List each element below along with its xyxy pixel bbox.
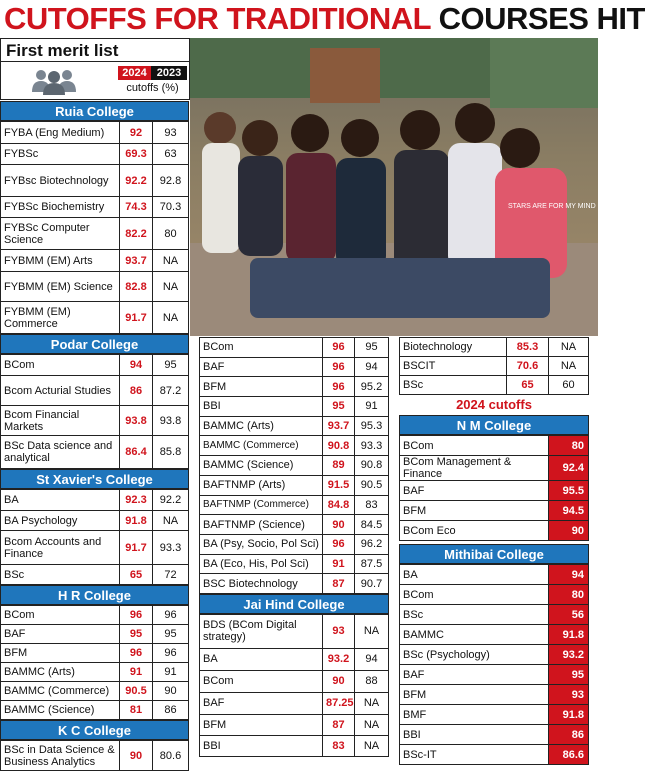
course-name: BSc [1,565,120,585]
mithibai-college-header: Mithibai College [399,544,589,564]
course-name: BCom Management & Finance [400,456,549,481]
table-row [1,663,189,682]
course-name: BAMMC (Commerce) [200,436,323,456]
cutoff-2024: 74.3 [120,197,153,218]
cutoff-2023: 88 [355,670,389,692]
course-name: FYBMM (EM) Science [1,272,120,302]
cutoff-2023: 93.3 [153,531,189,565]
cutoff-2023: 92.8 [153,165,189,197]
cutoff-2024: 92 [120,122,153,144]
cutoff-2024: 70.6 [507,357,549,376]
course-name: BA (Eco, His, Pol Sci) [200,554,323,574]
nm-college-header: N M College [399,415,589,435]
ruia-table [0,121,189,334]
cutoff-2023: 72 [153,565,189,585]
table-row [200,377,389,397]
legend-box [0,38,190,100]
right-top-table [399,337,589,395]
course-name: BSC Biotechnology [200,574,323,594]
cutoff-2024: 95 [549,665,589,685]
cutoff-2023: 90.7 [355,574,389,594]
course-name: BCom Eco [400,521,549,541]
cutoff-2024: 93 [323,614,355,648]
cutoff-2023: 80.6 [153,741,189,771]
table-row [400,645,589,665]
table-row [1,376,189,406]
tshirt-text: STARS ARE FOR MY MIND [508,203,596,210]
table-row [200,614,389,648]
cutoff-2023: 86 [153,701,189,720]
course-name: BAMMC (Commerce) [1,682,120,701]
nm-table [399,435,589,541]
cutoff-2023: NA [355,714,389,735]
table-row [400,338,589,357]
cutoff-2024: 93.7 [120,250,153,272]
cutoff-2023: 90 [153,682,189,701]
table-row [200,534,389,554]
year-2023-badge: 2023 [151,66,187,80]
table-row [1,682,189,701]
cutoff-2024: 96 [323,357,355,377]
table-row [1,565,189,585]
course-name: FYBSc [1,144,120,165]
cutoff-2024: 93.8 [120,406,153,436]
cutoff-2023: 96.2 [355,534,389,554]
cutoff-2024: 83 [323,735,355,756]
table-row [200,436,389,456]
course-name: Bcom Accounts and Finance [1,531,120,565]
cutoff-2024: 90.5 [120,682,153,701]
cutoff-2024: 91.8 [549,705,589,725]
cutoff-2023: NA [549,338,589,357]
cutoff-2023: 84.5 [355,515,389,535]
table-row [1,250,189,272]
course-name: BCom [1,606,120,625]
cutoff-2024: 82.8 [120,272,153,302]
table-row [400,357,589,376]
cutoff-2024: 91.7 [120,531,153,565]
cutoff-2024: 94 [120,355,153,376]
middle-column [199,337,389,757]
ruia-college-header: Ruia College [0,101,189,121]
table-row [1,701,189,720]
legend-row [0,62,190,100]
cutoff-2023: 94 [355,357,389,377]
cutoff-2024: 86.6 [549,745,589,765]
cutoff-2023: 95.3 [355,416,389,436]
unit-label: cutoffs (%) [126,82,179,94]
course-name: FYBMM (EM) Commerce [1,302,120,334]
course-name: FYBA (Eng Medium) [1,122,120,144]
course-name: BAMMC (Arts) [1,663,120,682]
cutoff-2024: 87 [323,574,355,594]
cutoff-2023: NA [355,614,389,648]
course-name: BCom [400,436,549,456]
cutoff-2023: 91 [153,663,189,682]
table-row [1,197,189,218]
course-name: BAMMC (Science) [200,456,323,476]
table-row [400,665,589,685]
table-row [200,357,389,377]
cutoff-2024: 89 [323,456,355,476]
cutoff-2024: 96 [323,338,355,358]
cutoff-2023: 87.2 [153,376,189,406]
course-name: FYBsc Biotechnology [1,165,120,197]
course-name: BFM [1,644,120,663]
cutoff-2024: 90 [323,515,355,535]
course-name: BA [400,565,549,585]
table-row [1,531,189,565]
table-row [400,705,589,725]
table-row [1,606,189,625]
table-row [200,554,389,574]
kc-college-header: K C College [0,720,189,740]
cutoff-2023: 92.2 [153,490,189,511]
cutoff-2024: 82.2 [120,218,153,250]
cutoff-2024: 87.25 [323,692,355,714]
course-name: BAF [400,481,549,501]
table-row [200,692,389,714]
cutoff-2024: 85.3 [507,338,549,357]
cutoff-2023: 60 [549,376,589,395]
table-row [1,644,189,663]
cutoff-2024: 91.8 [120,511,153,531]
cutoff-2024: 92.4 [549,456,589,481]
cutoff-2023: 87.5 [355,554,389,574]
course-name: Bcom Financial Markets [1,406,120,436]
cutoff-2024: 69.3 [120,144,153,165]
cutoff-2024: 93.2 [323,648,355,670]
table-row [200,397,389,417]
cutoff-2024: 65 [507,376,549,395]
cutoff-2024: 56 [549,605,589,625]
cutoff-2024: 80 [549,436,589,456]
course-name: BBI [200,397,323,417]
cutoff-2024: 91.7 [120,302,153,334]
course-name: BCom [1,355,120,376]
headline [4,2,645,36]
course-name: Bcom Acturial Studies [1,376,120,406]
course-name: BA [200,648,323,670]
course-name: BAFTNMP (Arts) [200,475,323,495]
table-row [400,745,589,765]
table-row [400,376,589,395]
table-row [1,355,189,376]
table-row [1,406,189,436]
cutoff-2024: 91 [120,663,153,682]
cutoff-2023: 91 [355,397,389,417]
table-row [200,495,389,515]
hr-table [0,605,189,720]
cutoff-2024: 86 [549,725,589,745]
table-row [200,416,389,436]
cutoff-2024: 95 [120,625,153,644]
course-name: BSc-IT [400,745,549,765]
course-name: BAFTNMP (Science) [200,515,323,535]
cutoff-2023: NA [153,511,189,531]
cutoff-2024: 94 [549,565,589,585]
cutoff-2024: 81 [120,701,153,720]
cutoff-2023: 95 [153,625,189,644]
course-name: BAMMC (Arts) [200,416,323,436]
course-name: BFM [400,685,549,705]
cutoff-2023: 94 [355,648,389,670]
course-name: BCom [400,585,549,605]
xaviers-college-header: St Xavier's College [0,469,189,489]
table-row [1,511,189,531]
cutoff-2024: 95 [323,397,355,417]
table-row [400,725,589,745]
table-row [200,338,389,358]
cutoff-2024: 86 [120,376,153,406]
middle-table [199,337,389,594]
cutoff-2024: 91.8 [549,625,589,645]
cutoff-2024: 91 [323,554,355,574]
cutoff-2023: 85.8 [153,436,189,469]
table-row [200,574,389,594]
cutoff-2023: 90.8 [355,456,389,476]
table-row [400,501,589,521]
cutoff-2024: 93 [549,685,589,705]
headline-part2: COURSES HIT [438,1,645,36]
course-name: BA Psychology [1,511,120,531]
table-row [200,670,389,692]
podar-college-header: Podar College [0,334,189,354]
cutoff-2023: 93.8 [153,406,189,436]
cutoff-2023: 83 [355,495,389,515]
table-row [1,272,189,302]
cutoff-2023: 93 [153,122,189,144]
cutoff-2023: NA [355,735,389,756]
cutoff-2023: NA [153,302,189,334]
table-row [400,481,589,501]
cutoffs-2024-title: 2024 cutoffs [456,397,532,412]
cutoff-2024: 92.3 [120,490,153,511]
mithibai-table [399,564,589,765]
left-column [0,101,189,771]
hr-college-header: H R College [0,585,189,605]
course-name: BAF [400,665,549,685]
cutoff-2024: 80 [549,585,589,605]
course-name: BSCIT [400,357,507,376]
course-name: BSc [400,376,507,395]
course-name: BSc in Data Science & Business Analytics [1,741,120,771]
table-row [1,490,189,511]
table-row [200,515,389,535]
table-row [1,218,189,250]
table-row [1,122,189,144]
course-name: BDS (BCom Digital strategy) [200,614,323,648]
cutoff-2024: 92.2 [120,165,153,197]
cutoff-2024: 65 [120,565,153,585]
cutoff-2023: 96 [153,606,189,625]
cutoff-2023: 96 [153,644,189,663]
right-column [399,337,589,765]
group-people-icon [29,67,79,95]
course-name: BAF [1,625,120,644]
cutoff-2024: 96 [323,377,355,397]
cutoff-2024: 94.5 [549,501,589,521]
kc-table [0,740,189,771]
cutoff-2023: 95 [153,355,189,376]
table-row [1,436,189,469]
course-name: BSc Data science and analytical [1,436,120,469]
cutoff-2024: 90 [549,521,589,541]
course-name: FYBMM (EM) Arts [1,250,120,272]
table-row [200,648,389,670]
course-name: BFM [200,377,323,397]
course-name: BCom [200,670,323,692]
course-name: BFM [400,501,549,521]
course-name: BAMMC (Science) [1,701,120,720]
podar-table [0,354,189,469]
table-row [1,625,189,644]
legend-title: First merit list [0,38,190,62]
xaviers-table [0,489,189,585]
cutoff-2023: 90.5 [355,475,389,495]
course-name: BAF [200,357,323,377]
table-row [400,605,589,625]
cutoff-2024: 95.5 [549,481,589,501]
cutoff-2023: NA [153,250,189,272]
table-row [400,565,589,585]
cutoff-2023: NA [355,692,389,714]
table-row [1,165,189,197]
table-row [200,714,389,735]
cutoff-2024: 91.5 [323,475,355,495]
course-name: BMF [400,705,549,725]
table-row [200,735,389,756]
cutoff-2023: 93.3 [355,436,389,456]
table-row [1,741,189,771]
cutoff-2023: 63 [153,144,189,165]
course-name: BBI [400,725,549,745]
cutoff-2023: NA [153,272,189,302]
cutoff-2023: NA [549,357,589,376]
table-row [400,456,589,481]
course-name: FYBSc Computer Science [1,218,120,250]
course-name: BAFTNMP (Commerce) [200,495,323,515]
cutoff-2023: 70.3 [153,197,189,218]
table-row [200,456,389,476]
course-name: BAF [200,692,323,714]
course-name: BCom [200,338,323,358]
course-name: BA (Psy, Socio, Pol Sci) [200,534,323,554]
cutoff-2024: 90.8 [323,436,355,456]
jaihind-college-header: Jai Hind College [199,594,389,614]
table-row [200,475,389,495]
course-name: BBI [200,735,323,756]
cutoff-2024: 96 [323,534,355,554]
table-row [400,436,589,456]
table-row [400,625,589,645]
jaihind-table [199,614,389,757]
cutoff-2023: 95.2 [355,377,389,397]
table-row [1,302,189,334]
cutoff-2024: 86.4 [120,436,153,469]
table-row [400,521,589,541]
course-name: FYBSc Biochemistry [1,197,120,218]
course-name: BSc [400,605,549,625]
course-name: Biotechnology [400,338,507,357]
cutoff-2024: 93.7 [323,416,355,436]
cutoff-2024: 84.8 [323,495,355,515]
table-row [400,685,589,705]
cutoff-2024: 96 [120,606,153,625]
cutoff-2023: 95 [355,338,389,358]
table-row [400,585,589,605]
cutoff-2023: 80 [153,218,189,250]
cutoff-2024: 96 [120,644,153,663]
course-name: BFM [200,714,323,735]
cutoff-2024: 93.2 [549,645,589,665]
year-2024-badge: 2024 [118,66,151,80]
cutoff-2024: 90 [120,741,153,771]
headline-part1: CUTOFFS FOR TRADITIONAL [4,1,431,36]
table-row [1,144,189,165]
course-name: BSc (Psychology) [400,645,549,665]
course-name: BAMMC [400,625,549,645]
course-name: BA [1,490,120,511]
students-selfie-photo [190,38,598,336]
cutoff-2024: 87 [323,714,355,735]
cutoff-2024: 90 [323,670,355,692]
